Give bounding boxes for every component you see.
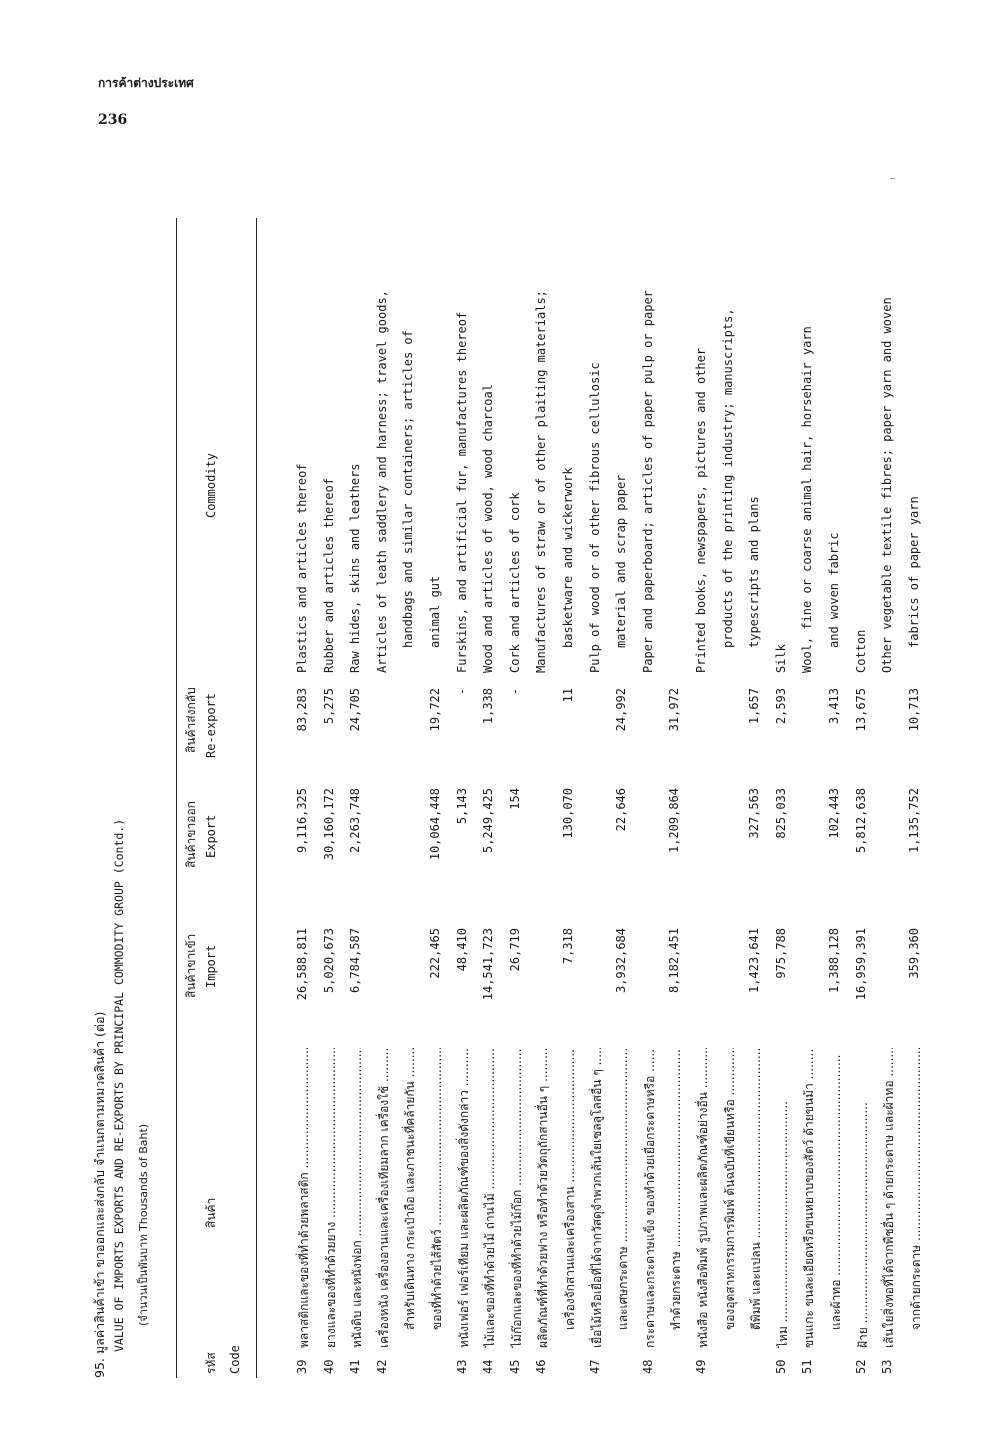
row-import: 1,423,641 bbox=[747, 928, 762, 994]
row-thai-label: ตีพิมพ์ และแปลน ..... bbox=[747, 1048, 766, 1330]
row-reexport: 3,413 bbox=[827, 688, 841, 725]
row-commodity: Wood and articles of wood, wood charcoal bbox=[481, 384, 496, 673]
row-thai-label: และเศษกระดาษ ..... bbox=[614, 1048, 633, 1330]
row-export: 825,033 bbox=[773, 788, 788, 839]
row-import: 26,588,811 bbox=[295, 928, 309, 1001]
col-commodity-en: Commodity bbox=[204, 452, 218, 518]
rotated-table bbox=[90, 178, 923, 1378]
row-thai-label: ไหม ..... bbox=[774, 1048, 793, 1348]
row-export: 154 bbox=[507, 788, 522, 810]
row-import: 6,784,587 bbox=[348, 928, 363, 994]
row-code: 41 bbox=[348, 1359, 363, 1374]
row-thai-label: ขนแกะ ขนละเอียดหรือขนหยาบของสัตว์ ด้ายขนม้า ..... bbox=[800, 1048, 819, 1348]
row-commodity: Paper and paperboard; articles of paper pulp or paper bbox=[640, 290, 655, 673]
row-export: 130,070 bbox=[561, 788, 575, 839]
row-thai-label: ผลิตภัณฑ์ที่ทำด้วยฟาง หรือทำด้วยวัตถุถักสานอื่น ๆ ..... bbox=[534, 1048, 553, 1348]
row-code: 47 bbox=[587, 1359, 602, 1374]
row-commodity: and woven fabric bbox=[827, 532, 841, 648]
page-number: 236 bbox=[98, 112, 128, 128]
row-import: 26,719 bbox=[507, 928, 522, 972]
row-reexport: 11 bbox=[561, 688, 575, 703]
row-import: 3,932,684 bbox=[614, 928, 629, 994]
row-export: 327,563 bbox=[747, 788, 762, 839]
table-header-rule bbox=[256, 218, 257, 1378]
row-commodity: Articles of leath saddlery and harness; travel goods, bbox=[374, 290, 389, 673]
row-reexport: 1,338 bbox=[481, 688, 496, 725]
row-export: 102,443 bbox=[827, 788, 841, 839]
col-reexport-thai: สินค้าส่งกลับ bbox=[184, 687, 198, 753]
col-export-en: Export bbox=[204, 814, 218, 858]
row-export: 22,646 bbox=[614, 788, 629, 832]
row-code: 49 bbox=[694, 1359, 708, 1374]
row-commodity: Rubber and articles thereof bbox=[321, 477, 336, 673]
row-commodity: Pulp of wood or of other fibrous cellulosic bbox=[587, 362, 602, 673]
row-export: 30,160,172 bbox=[321, 788, 336, 861]
row-import: 7,318 bbox=[561, 928, 575, 965]
row-thai-label: เยื่อไม้หรือเยื่อที่ได้จากวัสดุจำพวกเส้นใยเซลลูโลสอื่น ๆ ..... bbox=[588, 1048, 607, 1348]
row-reexport: - bbox=[454, 688, 469, 696]
row-commodity: Manufactures of straw or of other plaiting materials; bbox=[534, 290, 549, 673]
row-code: 40 bbox=[321, 1359, 336, 1374]
row-code: 51 bbox=[800, 1359, 815, 1374]
row-commodity: Furskins, and artificial fur, manufactures thereof bbox=[454, 311, 469, 673]
row-reexport: 2,593 bbox=[773, 688, 788, 725]
row-export: 1,209,864 bbox=[667, 788, 682, 854]
row-import: 222,465 bbox=[428, 928, 442, 979]
row-export: 5,249,425 bbox=[481, 788, 496, 854]
row-commodity: Silk bbox=[773, 644, 788, 673]
row-thai-label: ยางและของที่ทำด้วยยาง ..... bbox=[322, 1048, 341, 1348]
row-thai-label: ไม้ก๊อกและของที่ทำด้วยไม้ก๊อก ..... bbox=[508, 1048, 527, 1348]
row-reexport: 24,705 bbox=[348, 688, 363, 732]
row-thai-label: กระดาษและกระดาษแข็ง ของทำด้วยเยื่อกระดาษหรือ ..... bbox=[641, 1048, 660, 1348]
table-top-rule bbox=[176, 218, 177, 1378]
row-thai-label: ไม้และของที่ทำด้วยไม้ ถ่านไม้ ..... bbox=[481, 1048, 500, 1348]
row-thai-label: เส้นใยสิ่งทอที่ได้จากพืชอื่น ๆ ด้ายกระดาษ และผ้าทอ ..... bbox=[880, 1048, 899, 1348]
row-import: 975,788 bbox=[773, 928, 788, 979]
col-product-thai: สินค้า bbox=[204, 1197, 218, 1228]
row-commodity: products of the printing industry; manuscripts, bbox=[720, 308, 735, 648]
row-commodity: Raw hides, skins and leathers bbox=[348, 463, 363, 673]
row-commodity: Printed books, newspapers, pictures and other bbox=[694, 347, 708, 673]
row-thai-label: ทำด้วยกระดาษ ..... bbox=[667, 1048, 686, 1330]
row-reexport: 13,675 bbox=[853, 688, 868, 732]
row-thai-label: หนังดิบ และหนังฟอก ..... bbox=[348, 1048, 367, 1348]
row-export: 1,135,752 bbox=[906, 788, 921, 854]
row-export: 9,116,325 bbox=[295, 788, 309, 854]
row-commodity: Plastics and articles thereof bbox=[295, 463, 309, 673]
row-commodity: typescripts and plans bbox=[747, 496, 762, 648]
row-reexport: 24,992 bbox=[614, 688, 629, 732]
row-code: 53 bbox=[880, 1359, 895, 1374]
col-import-en: Import bbox=[204, 944, 218, 988]
section-header: การค้าต่างประเทศ bbox=[98, 76, 194, 90]
col-code-en: Code bbox=[228, 1345, 242, 1374]
row-export: 5,812,638 bbox=[853, 788, 868, 854]
row-thai-label: จากด้ายกระดาษ ..... bbox=[907, 1048, 926, 1330]
row-thai-label: พลาสติกและของที่ทำด้วยพลาสติก ..... bbox=[295, 1048, 314, 1348]
row-code: 50 bbox=[773, 1359, 788, 1374]
row-commodity: Cork and articles of cork bbox=[507, 492, 522, 673]
row-reexport: 31,972 bbox=[667, 688, 682, 732]
row-commodity: Wool, fine or coarse animal hair, horsehair yarn bbox=[800, 326, 815, 673]
table-unit: (จำนวนเป็นพันบาท Thousands of Baht) bbox=[137, 1123, 150, 1326]
row-commodity: handbags and similar containers; articles of bbox=[401, 330, 416, 648]
row-commodity: basketware and wickerwork bbox=[561, 467, 575, 648]
row-import: 8,182,451 bbox=[667, 928, 682, 994]
row-import: 5,020,673 bbox=[321, 928, 336, 994]
col-reexport-en: Re-export bbox=[204, 692, 218, 758]
table-title-thai: 95. มูลค่าสินค้าเข้า ขาออกและส่งกลับ จำแนกตามหมวดสินค้า (ต่อ) bbox=[92, 1011, 107, 1378]
row-thai-label: และผ้าทอ ..... bbox=[827, 1048, 846, 1330]
row-code: 44 bbox=[481, 1359, 496, 1374]
col-code-thai: รหัส bbox=[204, 1352, 218, 1374]
row-thai-label: หนังสือ หนังสือพิมพ์ รูปภาพและผลิตภัณฑ์อย่างอื่น ..... bbox=[694, 1048, 713, 1348]
row-thai-label: ฝ้าย ..... bbox=[854, 1048, 873, 1348]
row-commodity: Cotton bbox=[853, 629, 868, 673]
table-title-en: VALUE OF IMPORTS EXPORTS AND RE-EXPORTS BY PRINCIPAL COMMODITY GROUP (Contd.) bbox=[112, 818, 126, 1352]
row-import: 359,360 bbox=[906, 928, 921, 979]
row-code: 46 bbox=[534, 1359, 549, 1374]
row-commodity: Other vegetable textile fibres; paper yarn and woven bbox=[880, 297, 895, 673]
row-import: 1,388,128 bbox=[827, 928, 841, 994]
row-thai-label: เครื่องหนัง เครื่องอานและเครื่องเทียมลาก เครื่องใช้ ..... bbox=[375, 1048, 394, 1348]
col-export-thai: สินค้าขาออก bbox=[184, 801, 198, 868]
row-code: 45 bbox=[507, 1359, 522, 1374]
row-import: 16,959,391 bbox=[853, 928, 868, 1001]
col-import-thai: สินค้าขาเข้า bbox=[184, 933, 198, 998]
row-thai-label: เครื่องจักสานและเครื่องสาน ..... bbox=[561, 1048, 580, 1330]
row-thai-label: สำหรับเดินทาง กระเป๋าถือ และภาชนะที่คล้ายกัน ..... bbox=[401, 1048, 420, 1330]
row-reexport: - bbox=[507, 688, 522, 696]
row-code: 52 bbox=[853, 1359, 868, 1374]
row-export: 5,143 bbox=[454, 788, 469, 825]
row-code: 39 bbox=[295, 1359, 309, 1374]
row-reexport: 5,275 bbox=[321, 688, 336, 725]
row-reexport: 10,713 bbox=[906, 688, 921, 732]
scan-mark bbox=[890, 178, 895, 179]
row-commodity: animal gut bbox=[428, 575, 442, 648]
row-thai-label: หนังเฟอร์ เฟอร์เทียม และผลิตภัณฑ์ของสิ่งดังกล่าว ..... bbox=[455, 1048, 474, 1348]
row-import: 14,541,723 bbox=[481, 928, 496, 1001]
row-import: 48,410 bbox=[454, 928, 469, 972]
row-commodity: material and scrap paper bbox=[614, 474, 629, 648]
row-commodity: fabrics of paper yarn bbox=[906, 496, 921, 648]
row-code: 48 bbox=[640, 1359, 655, 1374]
row-code: 42 bbox=[374, 1359, 389, 1374]
row-export: 10,064,448 bbox=[428, 788, 442, 861]
row-reexport: 83,283 bbox=[295, 688, 309, 732]
row-reexport: 19,722 bbox=[428, 688, 442, 732]
row-thai-label: ของอุตสาหกรรมการพิมพ์ ต้นฉบับที่เขียนหรือ ..... bbox=[721, 1048, 740, 1330]
row-code: 43 bbox=[454, 1359, 469, 1374]
row-export: 2,263,748 bbox=[348, 788, 363, 854]
row-thai-label: ของที่ทำด้วยไส้สัตว์ ..... bbox=[428, 1048, 447, 1330]
row-reexport: 1,657 bbox=[747, 688, 762, 725]
